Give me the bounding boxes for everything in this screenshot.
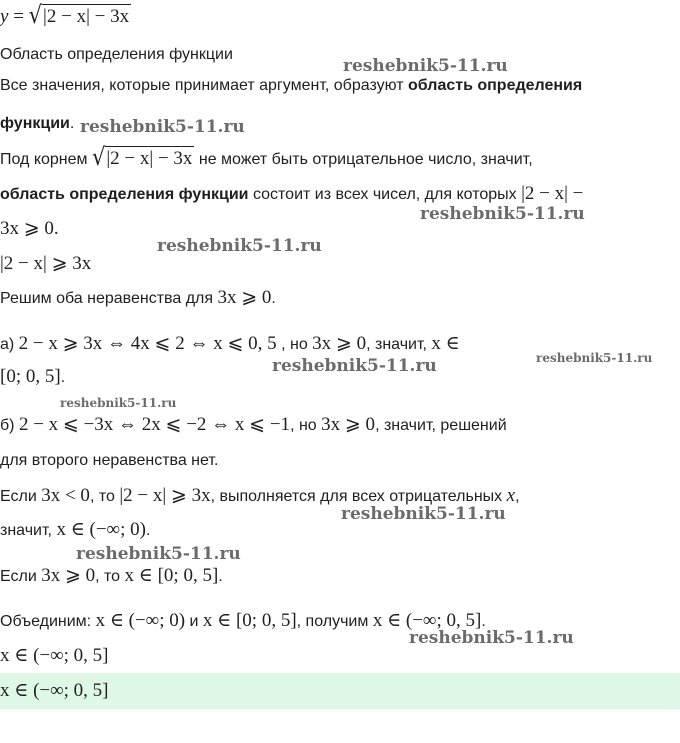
union-pre: Объединим: <box>0 613 96 630</box>
if-neg-dot: . <box>145 522 151 539</box>
case-b-expr: 2 − x ⩽ −3x ⇔ 2x ⩽ −2 ⇔ x ⩽ −1 <box>18 414 291 435</box>
root-note <box>0 143 533 171</box>
solve-expr: 3x ⩾ 0 <box>217 287 272 308</box>
case-b-mid: , но <box>290 417 322 434</box>
answer-text: x ∈ (−∞; 0, 5] <box>0 680 109 701</box>
union-and: и <box>185 613 203 630</box>
watermark: reshebnik5-11.ru <box>76 544 241 564</box>
if-pos-expr: x ∈ [0; 0, 5] <box>124 565 219 586</box>
if-pos-pre: Если <box>0 568 42 585</box>
main-inequality: |2 − x| ⩾ 3x <box>0 253 92 274</box>
watermark: reshebnik5-11.ru <box>409 628 574 648</box>
definition-dot: . <box>69 115 75 132</box>
formula-equals: = <box>8 6 29 27</box>
if-neg-var: x <box>506 485 516 506</box>
if-pos-mid: , то <box>95 568 125 585</box>
case-b-post: , значит, решений <box>375 417 507 434</box>
union-dot: . <box>481 613 486 630</box>
domain-line-2 <box>0 218 59 241</box>
domain-bold: область определения функции <box>0 186 249 203</box>
solve-line <box>0 287 276 310</box>
solve-text: Решим оба неравенства для <box>0 290 218 307</box>
section-heading: Область определения функции <box>0 46 233 63</box>
watermark: reshebnik5-11.ru <box>420 204 585 224</box>
watermark: reshebnik5-11.ru <box>272 356 437 376</box>
function-formula <box>0 1 131 29</box>
root-note-sqrt: √|2 − x| − 3x <box>91 143 193 171</box>
case-a-res: x ∈ <box>431 333 460 354</box>
union-e3: x ∈ (−∞; 0, 5] <box>372 610 482 631</box>
case-a-mid: , но <box>276 336 313 353</box>
formula-radicand: |2 − x| − 3x <box>43 6 130 27</box>
watermark: reshebnik5-11.ru <box>536 351 653 365</box>
if-neg-expr: |2 − x| ⩾ 3x <box>119 485 211 506</box>
if-positive-line <box>0 565 223 588</box>
case-a-res-2: [0; 0, 5] <box>0 366 61 387</box>
case-b-cond: 3x ⩾ 0 <box>321 414 376 435</box>
definition-line-1 <box>0 75 582 97</box>
if-neg-post: , выполняется для всех отрицательных <box>210 488 507 505</box>
definition-text: Все значения, которые принимает аргумент, образуют <box>0 77 409 94</box>
case-a-expr: 2 − x ⩾ 3x ⇔ 4x ⩽ 2 ⇔ x ⩽ 0, 5 <box>18 333 277 354</box>
case-a-dot: . <box>60 369 66 386</box>
if-pos-cond: 3x ⩾ 0 <box>41 565 96 586</box>
domain-dot: . <box>53 218 59 239</box>
domain-expr-2: 3x ⩾ 0 <box>0 218 54 239</box>
case-a-cond: 3x ⩾ 0 <box>312 333 367 354</box>
root-note-post: не может быть отрицательное число, значит, <box>194 151 533 168</box>
if-negative-line-1 <box>0 485 520 508</box>
watermark: reshebnik5-11.ru <box>341 504 506 524</box>
definition-bold-1: область определения <box>408 77 583 94</box>
union-e2: x ∈ [0; 0, 5] <box>202 610 297 631</box>
solve-dot: . <box>271 290 276 307</box>
union-line <box>0 610 486 633</box>
union-mid: , получим <box>296 613 373 630</box>
if-neg-mid: , то <box>89 488 120 505</box>
domain-line-1 <box>0 183 583 206</box>
if-negative-line-2 <box>0 519 150 542</box>
definition-bold-2: функции <box>0 115 70 132</box>
definition-line-2 <box>0 113 74 135</box>
case-a-line-2 <box>0 366 65 389</box>
watermark: reshebnik5-11.ru <box>60 396 177 410</box>
if-pos-dot: . <box>218 568 223 585</box>
union-e1: x ∈ (−∞; 0) <box>95 610 186 631</box>
case-b-label: б) <box>0 417 19 434</box>
watermark: reshebnik5-11.ru <box>80 117 245 137</box>
if-neg-pre: Если <box>0 488 42 505</box>
root-note-radicand: |2 − x| − 3x <box>106 148 193 169</box>
if-neg-comma: , <box>515 488 520 505</box>
domain-post: состоит из всех чисел, для которых <box>248 186 522 203</box>
if-neg-cond: 3x < 0 <box>41 485 90 506</box>
watermark: reshebnik5-11.ru <box>157 236 322 256</box>
if-neg-line2-expr: x ∈ (−∞; 0) <box>56 519 146 540</box>
if-neg-line2-pre: значит, <box>0 522 57 539</box>
case-b-line-2: для второго неравенства нет. <box>0 452 219 469</box>
case-a-label: а) <box>0 336 19 353</box>
case-a-line-1 <box>0 333 460 356</box>
root-note-pre: Под корнем <box>0 151 92 168</box>
case-b-line-1 <box>0 414 507 437</box>
sqrt-expression: √|2 − x| − 3x <box>28 1 130 29</box>
answer-box <box>0 673 680 709</box>
formula-y: y <box>0 6 9 27</box>
domain-expr: |2 − x| − <box>521 183 584 204</box>
case-a-post: , значит, <box>366 336 432 353</box>
result-line: x ∈ (−∞; 0, 5] <box>0 645 109 666</box>
watermark: reshebnik5-11.ru <box>343 56 508 76</box>
